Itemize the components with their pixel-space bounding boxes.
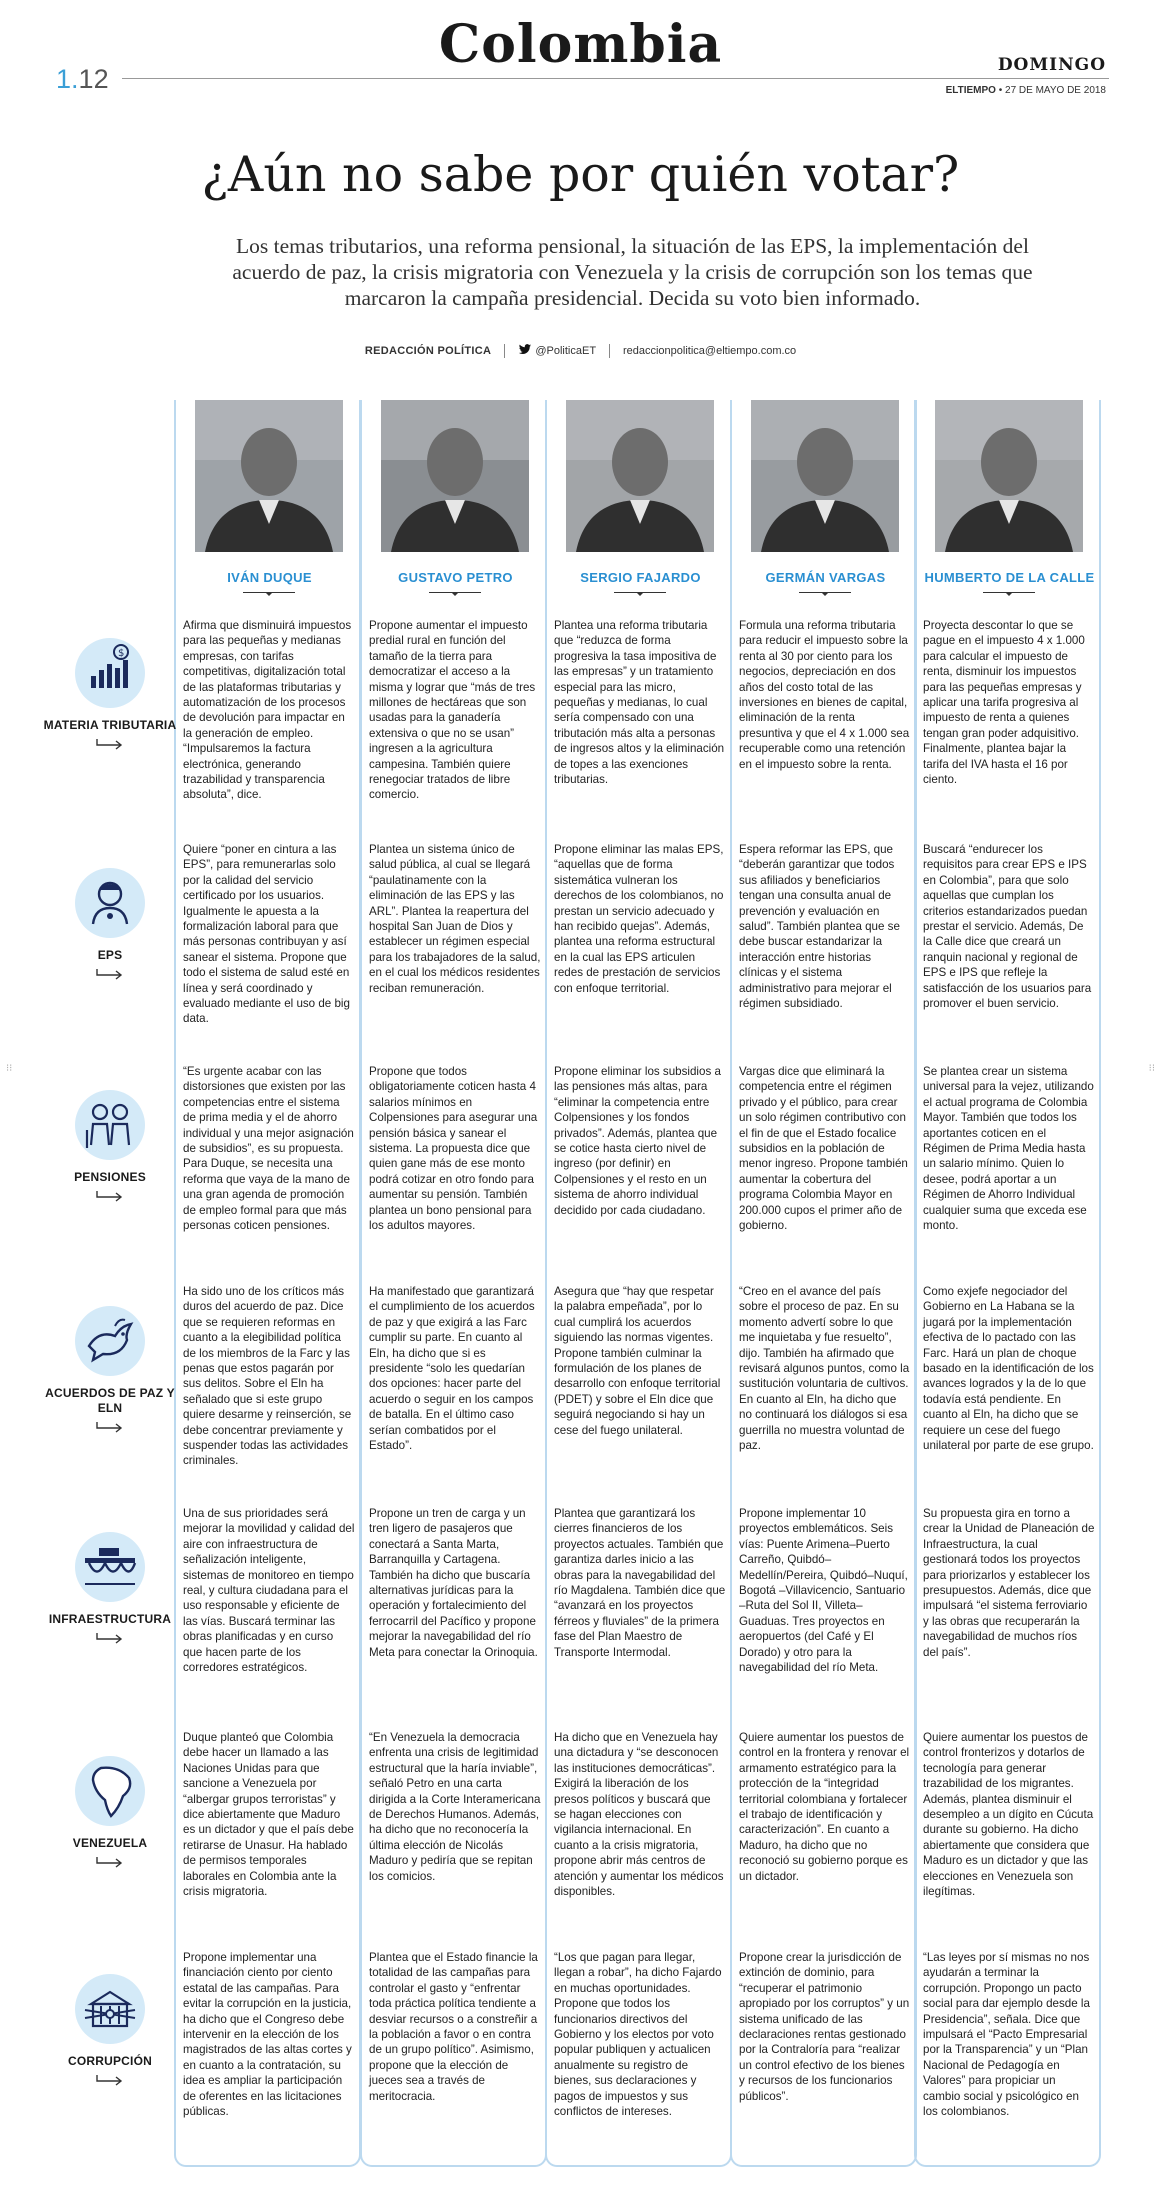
twitter-handle[interactable]: @PoliticaET bbox=[535, 345, 596, 357]
topic-icon-circle bbox=[75, 638, 145, 708]
doctor-icon bbox=[75, 868, 145, 938]
arrow-right-icon bbox=[95, 737, 125, 751]
page-number: 1.12 bbox=[56, 64, 109, 94]
topic-label-block bbox=[40, 1756, 180, 1869]
proposal-text: Ha dicho que en Venezuela hay una dictadura y “se desconocen las instituciones democráticas”. Exigirá la liberación de los presos políticos y buscará que se hagan elecciones con vigilancia internacional. En cuanto a la crisis migratoria, propone abrir más centros de atención y aumentar los médicos disponibles. bbox=[554, 1731, 724, 1899]
proposal-text: “Las leyes por sí mismas no nos ayudarán a terminar la corrupción. Propongo un pacto social para dar ejemplo desde la Presidencia”, señala. Dice que impulsará el “Pacto Empresarial por la Transparencia” y un “Plan Nacional de Pedagogía en Valores” para propiciar un cambio social y psicológico en los colombianos. bbox=[923, 1951, 1090, 2119]
arrow-right-icon bbox=[95, 967, 125, 981]
proposal-text: Propone eliminar los subsidios a las pensiones más altas, para “eliminar la competencia entre Colpensiones y los fondos privados”. Además, plantea que se cotice hasta cierto nivel de ingreso (por definir) en Colpensiones y el resto en un sistema de ahorro individual decidido por cada ciudadano. bbox=[554, 1065, 721, 1217]
svg-text:$: $ bbox=[118, 648, 125, 659]
proposal-text: Formula una reforma tributaria para reducir el impuesto sobre la renta al 30 por ciento para los negocios, depreciación en dos años del costo total de las inversiones en bienes de capital, eliminación de la renta presuntiva y que el 4 x 1.000 sea recuperable como una retención en el impuesto sobre la renta. bbox=[739, 619, 910, 771]
fold-mark-left: ⁝⁝ bbox=[6, 1063, 13, 1074]
proposal-text: Propone implementar 10 proyectos emblemáticos. Seis vías: Puente Arimena–Puerto Carreño, Quibdó–Medellín/Pereira, Quibdó–Nuquí, Bogotá –Villavicencio, Santuario –Ruta del Sol II, Villeta–Guaduas. Tres proyectos en aeropuertos (del Café y El Dorado) y otro para la navegabilidad del río Meta. bbox=[739, 1507, 908, 1675]
header-rule bbox=[122, 78, 1109, 79]
twitter-icon bbox=[518, 344, 532, 355]
proposal-text: Propone que todos obligatoriamente coticen hasta 4 salarios mínimos en Colpensiones para asegurar una pensión básica y sanear el sistema. La propuesta dice que quien gane más de ese monto podrá cotizar en otro fondo para aumentar su pensión. También plantea un bono pensional para los adultos mayores. bbox=[369, 1065, 538, 1233]
topic-icon-circle bbox=[75, 1532, 145, 1602]
proposal-text: Una de sus prioridades será mejorar la movilidad y calidad del aire con infraestructura de señalización inteligente, sistemas de monitoreo en tiempo real, y cultura ciudadana para el uso responsable y eficiente de las vías. Buscará terminar las obras planificadas y en curso que hacen parte de los corredores estratégicos. bbox=[183, 1507, 355, 1675]
proposal-text: Plantea que el Estado financie la totalidad de las campañas para controlar el gasto y “enfrentar toda práctica política tendiente a desviar recursos o a constreñir a la población a favor o en contra de un grupo político”. Asimismo, propone que la elección de jueces sea a través de meritocracia. bbox=[369, 1951, 538, 2103]
name-divider-notch bbox=[1005, 592, 1013, 596]
name-divider-notch bbox=[821, 592, 829, 596]
proposal-text: “En Venezuela la democracia enfrenta una crisis de legitimidad estructural que la haría inviable”, señaló Petro en una carta dirigida a la Corte Interamericana de Derechos Humanos. Además, ha dicho que no reconocería la última elección de Nicolás Maduro y pediría que se repitan los comicios. bbox=[369, 1731, 541, 1883]
name-divider-notch bbox=[451, 592, 459, 596]
proposal-text: Quiere aumentar los puestos de control fronterizos y dotarlos de tecnología para generar trazabilidad de los migrantes. Además, plantea disminuir el desempleo a un dígito en Cúcuta durante su gobierno. Ha dicho abiertamente que considera que Maduro es un dictador y que las elecciones en Venezuela son ilegítimas. bbox=[923, 1731, 1094, 1899]
portrait-icon bbox=[566, 400, 714, 552]
name-divider-notch bbox=[636, 592, 644, 596]
arrow-right-icon bbox=[95, 2073, 125, 2087]
topic-label: ACUERDOS DE PAZ Y ELN bbox=[45, 1386, 175, 1415]
day-label: DOMINGO bbox=[997, 55, 1106, 75]
contact-email[interactable]: redaccionpolitica@eltiempo.com.co bbox=[622, 345, 797, 357]
tied-building-icon bbox=[75, 1974, 145, 2044]
proposal-text: Propone eliminar las malas EPS, “aquellas que de forma sistemática vulneran los derechos de los colombianos, no prestan un servicio adecuado y han recibido quejas”. Además, plantea una reforma estructural en la cual las EPS articulen redes de prestación de servicios con enfoque territorial. bbox=[554, 843, 724, 995]
topic-label-block bbox=[40, 1974, 180, 2087]
proposal-text: Quiere “poner en cintura a las EPS”, para remunerarlas solo por la calidad del servicio certificado por los usuarios. Igualmente le apuesta a la formalización laboral para que más personas contribuyan y así sanear el sistema. Propone que todo el sistema de salud esté en línea y será coordinado y evaluado mediante el uso de big data. bbox=[183, 843, 350, 1026]
proposal-text: Propone crear la jurisdicción de extinción de dominio, para “recuperar el patrimonio apropiado por los corruptos” y un sistema unificado de las declaraciones rentas gestionado por la Contraloría para “realizar un control efectivo de los bienes y recursos de los funcionarios públicos”. bbox=[739, 1951, 910, 2103]
candidate-photo bbox=[381, 400, 529, 552]
topic-label: MATERIA TRIBUTARIA bbox=[43, 718, 177, 732]
portrait-icon bbox=[751, 400, 899, 552]
candidate-name: SERGIO FAJARDO bbox=[580, 570, 701, 585]
comparison-grid bbox=[0, 400, 1161, 2170]
candidate-photo bbox=[566, 400, 714, 552]
section-title: Colombia bbox=[438, 14, 723, 75]
candidate-photo bbox=[195, 400, 343, 552]
topic-icon-circle bbox=[75, 1974, 145, 2044]
proposal-text: Quiere aumentar los puestos de control en la frontera y renovar el armamento estratégico para la protección de la “integridad territorial colombiana y fortalecer el trabajo de identificación y caracterización”. En cuanto a Maduro, ha dicho que no reconoció su gobierno porque es un dictador. bbox=[739, 1731, 910, 1883]
proposal-text: “Creo en el avance del país sobre el proceso de paz. En su momento advertí sobre lo que me inquietaba y fue resuelto”, dijo. También ha afirmado que revisará algunos puntos, como la sustitución voluntaria de cultivos. En cuanto al Eln, ha dicho que no continuará los diálogos si esa guerrilla no muestra voluntad de paz. bbox=[739, 1285, 910, 1453]
page-header bbox=[0, 0, 1161, 110]
tax-chart-icon bbox=[75, 638, 145, 708]
proposal-text: Espera reformar las EPS, que “deberán garantizar que todos sus afiliados y beneficiarios tengan una consulta anual de prevención y evaluación en salud”. También plantea que se debe buscar estandarizar la interacción entre historias clínicas y el sistema administrativo para mejorar el régimen subsidiado. bbox=[739, 843, 900, 1011]
topic-icon-circle bbox=[75, 868, 145, 938]
arrow-right-icon bbox=[95, 1855, 125, 1869]
candidate-name: IVÁN DUQUE bbox=[227, 570, 312, 585]
proposal-text: Propone un tren de carga y un tren ligero de pasajeros que conectará a Santa Marta, Barranquilla y Cartagena. También ha dicho que buscaría alternativas jurídicas para la operación y fortalecimiento del ferrocarril del Pacífico y propone mejorar la navegabilidad del río Meta para conectar la Orinoquia. bbox=[369, 1507, 538, 1659]
topic-icon-circle bbox=[75, 1090, 145, 1160]
proposal-text: “Es urgente acabar con las distorsiones que existen por las competencias entre el sistema de prima media y el de ahorro individual y una mejor asignación de subsidios”, es su propuesta. Para Duque, se necesita una reforma que vaya de la mano de una gran agenda de promoción de empleo formal para que más personas coticen pensiones. bbox=[183, 1065, 354, 1233]
proposal-text: Vargas dice que eliminará la competencia entre el régimen privado y el público, para crear un solo régimen contributivo con el fin de que el Estado focalice subsidios en la población de menor ingreso. Propone también aumentar la cobertura del programa Colombia Mayor en 200.000 cupos el primer año de gobierno. bbox=[739, 1065, 908, 1233]
topic-label-block bbox=[40, 638, 180, 751]
proposal-text: Ha manifestado que garantizará el cumplimiento de los acuerdos de paz y que exigirá a las Farc cumplir su parte. En cuanto al Eln, ha dicho que si es presidente “solo les quedarían dos opciones: hacer parte del acuerdo o seguir en los campos de batalla. En el último caso serían combatidos por el Estado”. bbox=[369, 1285, 535, 1453]
topic-label: PENSIONES bbox=[74, 1170, 146, 1184]
arrow-right-icon bbox=[95, 1631, 125, 1645]
proposal-text: Proyecta descontar lo que se pague en el impuesto 4 x 1.000 para calcular el impuesto de renta, disminuir los impuestos para las pequeñas empresas y aplicar una tarifa progresiva al impuesto de renta a quienes tengan gran poder adquisitivo. Finalmente, plantea bajar la tarifa del IVA hasta el 16 por ciento. bbox=[923, 619, 1085, 787]
proposal-text: Duque planteó que Colombia debe hacer un llamado a las Naciones Unidas para que sancione a Venezuela por “albergar grupos terroristas” y dice abiertamente que Maduro es un dictador y que el país debe retirarse de Unasur. Ha hablado de permisos temporales laborales en Colombia ante la crisis migratoria. bbox=[183, 1731, 354, 1899]
candidate-photo bbox=[935, 400, 1083, 552]
name-divider-notch bbox=[265, 592, 273, 596]
proposal-text: Ha sido uno de los críticos más duros del acuerdo de paz. Dice que se requieren reformas en cuanto a la elegibilidad política de los miembros de la Farc y las penas que estos pagarán por sus delitos. Sobre el Eln ha señalado que si este grupo quiere desarme y reinserción, se debe concentrar previamente y suspender todas las actividades criminales. bbox=[183, 1285, 352, 1468]
topic-icon-circle bbox=[75, 1306, 145, 1376]
portrait-icon bbox=[381, 400, 529, 552]
elderly-couple-icon bbox=[75, 1090, 145, 1160]
topic-label: EPS bbox=[97, 948, 123, 962]
proposal-text: “Los que pagan para llegar, llegan a robar”, ha dicho Fajardo en muchas oportunidades. Propone que todos los funcionarios directivos del Gobierno y los electos por voto popular publiquen y actualicen anualmente su registro de bienes, sus declaraciones y pagos de impuestos y sus conflictos de intereses. bbox=[554, 1951, 722, 2119]
dove-icon bbox=[75, 1306, 145, 1376]
portrait-icon bbox=[195, 400, 343, 552]
byline bbox=[0, 344, 1161, 358]
fold-mark-right: ⁝⁝ bbox=[1148, 1063, 1155, 1074]
proposal-text: Plantea una reforma tributaria que “reduzca de forma progresiva la tasa impositiva de las empresas” y un tratamiento especial para las micro, pequeñas y medianas, lo cual sería compensado con una tributación más alta a personas de ingresos altos y la eliminación de topes a las exenciones tributarias. bbox=[554, 619, 725, 787]
candidate-photo bbox=[751, 400, 899, 552]
proposal-text: Afirma que disminuirá impuestos para las pequeñas y medianas empresas, con tarifas competitivas, digitalización total de las plataformas tributarias y automatización de los procesos de devolución para impactar en la generación de empleo. “Impulsaremos la factura electrónica, generando trazabilidad y transparencia absoluta”, dice. bbox=[183, 619, 352, 802]
topic-label: VENEZUELA bbox=[72, 1836, 148, 1850]
bridge-icon bbox=[75, 1532, 145, 1602]
proposal-text: Plantea un sistema único de salud pública, al cual se llegará “paulatinamente con la eliminación de las EPS y las ARL”. Plantea la reapertura del hospital San Juan de Dios y establecer un régimen especial para los trabajadores de la salud, en el cual los médicos residentes reciban remuneración. bbox=[369, 843, 541, 995]
topic-label: CORRUPCIÓN bbox=[67, 2054, 152, 2068]
byline-author: REDACCIÓN POLÍTICA bbox=[364, 345, 492, 357]
issue-date: ELTIEMPO • 27 DE MAYO DE 2018 bbox=[945, 85, 1106, 96]
topic-label-block bbox=[40, 1532, 180, 1645]
proposal-text: Propone aumentar el impuesto predial rural en función del tamaño de la tierra para democratizar el acceso a la misma y lograr que “más de tres millones de hectáreas que son usadas para la ganadería extensiva o que no se usan” ingresen a la agricultura campesina. También quiere renegociar tratados de libre comercio. bbox=[369, 619, 536, 802]
topic-label-block bbox=[40, 1090, 180, 1203]
candidate-name: HUMBERTO DE LA CALLE bbox=[924, 570, 1095, 585]
candidate-name: GERMÁN VARGAS bbox=[765, 570, 886, 585]
headline: ¿Aún no sabe por quién votar? bbox=[201, 146, 960, 203]
topic-label-block bbox=[40, 868, 180, 981]
topic-label-block bbox=[40, 1306, 180, 1434]
candidate-name: GUSTAVO PETRO bbox=[398, 570, 513, 585]
topic-label: INFRAESTRUCTURA bbox=[48, 1612, 172, 1626]
deck: Los temas tributarios, una reforma pensional, la situación de las EPS, la implementación del acuerdo de paz, la crisis migratoria con Venezuela y la crisis de corrupción son los temas que marcaron la campaña presidencial. Decida su voto bien informado. bbox=[232, 234, 1033, 310]
proposal-text: Como exjefe negociador del Gobierno en La Habana se la jugará por la implementación efectiva de lo pactado con las Farc. Hará un plan de choque basado en la identificación de los avances logrados y la de lo que todavía está pendiente. En cuanto al Eln, ha dicho que se requiere un cese del fuego unilateral por parte de ese grupo. bbox=[923, 1285, 1094, 1453]
proposal-text: Propone implementar una financiación ciento por ciento estatal de las campañas. Para evitar la corrupción en la justicia, ha dicho que el Congreso debe intervenir en la elección de los magistrados de las altas cortes y en cuanto a la contratación, su idea es ampliar la participación de oferentes en las licitaciones públicas. bbox=[183, 1951, 352, 2119]
arrow-right-icon bbox=[95, 1189, 125, 1203]
portrait-icon bbox=[935, 400, 1083, 552]
arrow-right-icon bbox=[95, 1420, 125, 1434]
proposal-text: Buscará “endurecer los requisitos para crear EPS e IPS en Colombia”, para que solo aquellas que cumplan los criterios estandarizados puedan prestar el servicio. Además, De la Calle dice que creará un ranquin nacional y regional de EPS e IPS que refleje la satisfacción de los usuarios para promover el buen servicio. bbox=[923, 843, 1092, 1011]
south-america-map-icon bbox=[75, 1756, 145, 1826]
proposal-text: Se plantea crear un sistema universal para la vejez, utilizando el actual programa de Colombia Mayor. También que todos los aportantes coticen en el Régimen de Prima Media hasta un salario mínimo. Quien lo desee, podrá aportar a un Régimen de Ahorro Individual cualquier suma que exceda ese monto. bbox=[923, 1065, 1094, 1233]
proposal-text: Plantea que garantizará los cierres financieros de los proyectos actuales. También que garantiza darles inicio a las obras para la navegabilidad del río Magdalena. También dice que “avanzará en los proyectos férreos y fluviales” de la primera fase del Plan Maestro de Transporte Intermodal. bbox=[554, 1507, 726, 1659]
topic-icon-circle bbox=[75, 1756, 145, 1826]
proposal-text: Su propuesta gira en torno a crear la Unidad de Planeación de Infraestructura, la cual gestionará todos los proyectos para priorizarlos y establecer los presupuestos. Además, dice que impulsará “el sistema ferroviario y las obras que recuperarán la navegabilidad de muchos ríos del país”. bbox=[923, 1507, 1095, 1659]
proposal-text: Asegura que “hay que respetar la palabra empeñada”, por lo cual cumplirá los acuerdos siguiendo las normas vigentes. Propone también culminar la formulación de los planes de desarrollo con enfoque territorial (PDET) y sobre el Eln dice que seguirá negociando si hay un cese del fuego unilateral. bbox=[554, 1285, 721, 1437]
